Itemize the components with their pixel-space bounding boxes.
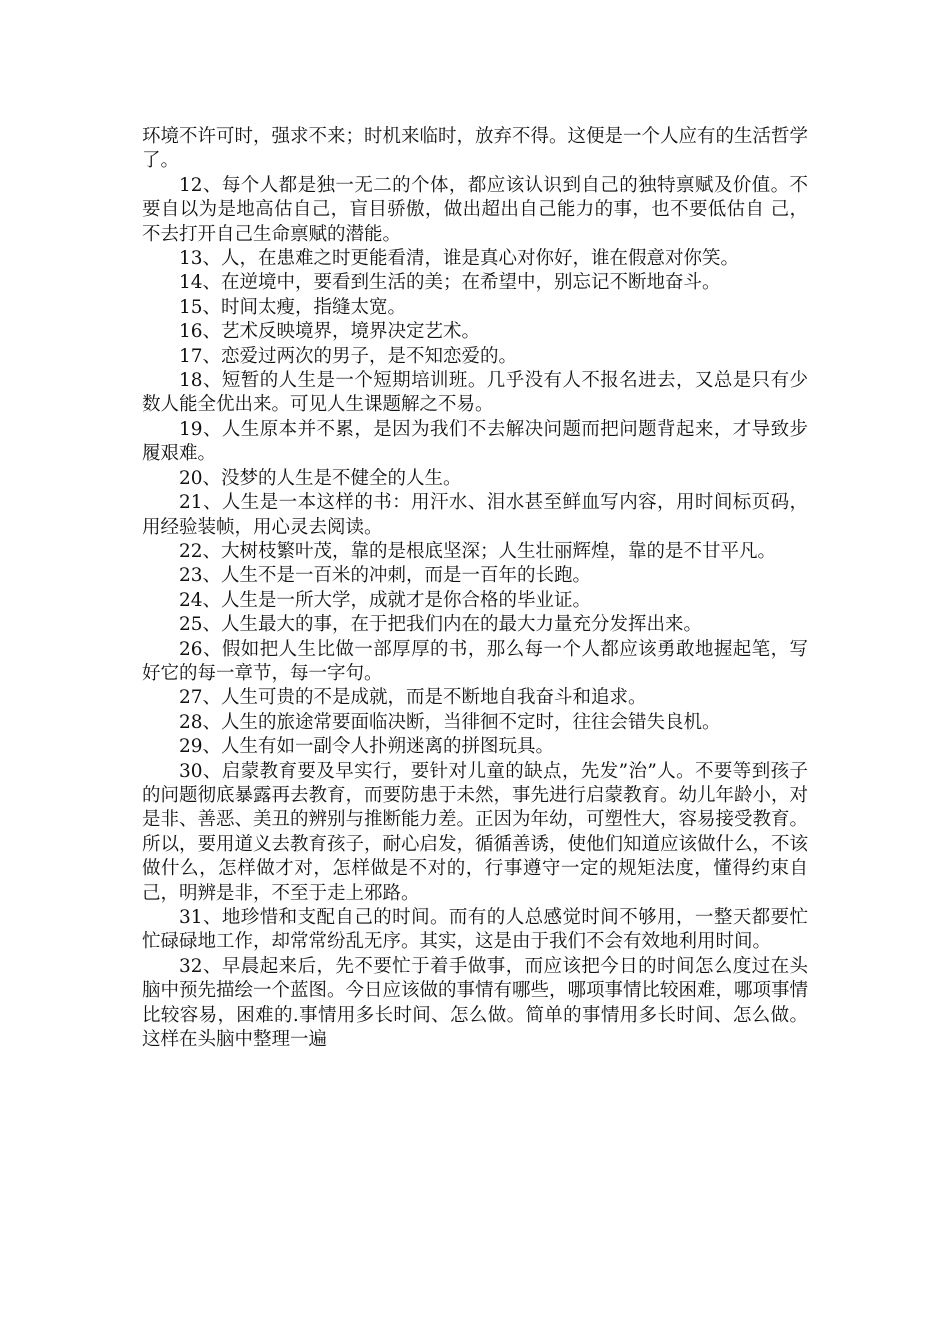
paragraph-30: 30、启蒙教育要及早实行，要针对儿童的缺点，先发”治”人。不要等到孩子的问题彻底暴露再去教育，而要防患于未然，事先进行启蒙教育。幼儿年龄小，对是非、善恶、美丑的辨别与推断能力差。正因为年幼，可塑性大，容易接受教育。所以，要用道义去教育孩子，耐心启发，循循善诱，使他们知道应该做什么，不该做什么，怎样做才对，怎样做是不对的，行事遵守一定的规矩法度，懂得约束自己，明辨是非，不至于走上邪路。 (142, 760, 809, 904)
paragraph-27: 27、人生可贵的不是成就，而是不断地自我奋斗和追求。 (179, 687, 647, 709)
paragraph-21: 21、人生是一本这样的书：用汗水、泪水甚至鲜血写内容，用时间标页码，用经验装帧，用心灵去阅读。 (142, 492, 808, 538)
paragraph-14: 14、在逆境中，要看到生活的美；在希望中，别忘记不断地奋斗。 (179, 272, 721, 294)
paragraph-31: 31、地珍惜和支配自己的时间。而有的人总感觉时间不够用，一整天都要忙忙碌碌地工作，却常常纷乱无序。其实，这是由于我们不会有效地利用时间。 (142, 907, 808, 953)
paragraph-28: 28、人生的旅途常要面临决断，当徘徊不定时，往往会错失良机。 (179, 711, 721, 733)
paragraph-32: 32、早晨起来后，先不要忙于着手做事，而应该把今日的时间怎么度过在头脑中预先描绘一个蓝图。今日应该做的事情有哪些，哪项事情比较困难，哪项事情比较容易，困难的.事情用多长时间、怎么做。简单的事情用多长时间、怎么做。这样在头脑中整理一遍 (142, 955, 809, 1051)
paragraph-18: 18、短暂的人生是一个短期培训班。几乎没有人不报名进去，又总是只有少数人能全优出来。可见人生课题解之不易。 (142, 370, 808, 416)
paragraph-26: 26、假如把人生比做一部厚厚的书，那么每一个人都应该勇敢地握起笔，写好它的每一章节，每一字句。 (142, 638, 808, 684)
paragraph-15: 15、时间太瘦，指缝太宽。 (179, 296, 407, 318)
paragraph-continuation: 环境不许可时，强求不来；时机来临时，放弃不得。这便是一个人应有的生活哲学了。 (142, 126, 809, 172)
paragraph-19: 19、人生原本并不累，是因为我们不去解决问题而把问题背起来，才导致步履艰难。 (142, 418, 808, 465)
paragraph-16: 16、艺术反映境界，境界决定艺术。 (179, 321, 481, 343)
paragraph-13: 13、人，在患难之时更能看清，谁是真心对你好，谁在假意对你笑。 (179, 248, 740, 270)
paragraph-25: 25、人生最大的事，在于把我们内在的最大力量充分发挥出来。 (179, 614, 703, 636)
document-page (142, 125, 808, 1052)
paragraph-17: 17、恋爱过两次的男子，是不知恋爱的。 (179, 345, 518, 367)
paragraph-24: 24、人生是一所大学，成就才是你合格的毕业证。 (179, 589, 592, 611)
paragraph-29: 29、人生有如一副令人扑朔迷离的拼图玩具。 (179, 736, 555, 758)
paragraph-12: 12、每个人都是独一无二的个体，都应该认识到自己的独特禀赋及价值。不 要自以为是地高估自己，盲目骄傲，做出超出自己能力的事，也不要低估自 己，不去打开自己生命禀赋的潜能。 (142, 174, 808, 245)
paragraph-22: 22、大树枝繁叶茂，靠的是根底坚深；人生壮丽辉煌，靠的是不甘平凡。 (179, 540, 777, 562)
paragraph-20: 20、没梦的人生是不健全的人生。 (179, 467, 462, 489)
paragraph-23: 23、人生不是一百米的冲刺，而是一百年的长跑。 (179, 565, 592, 587)
